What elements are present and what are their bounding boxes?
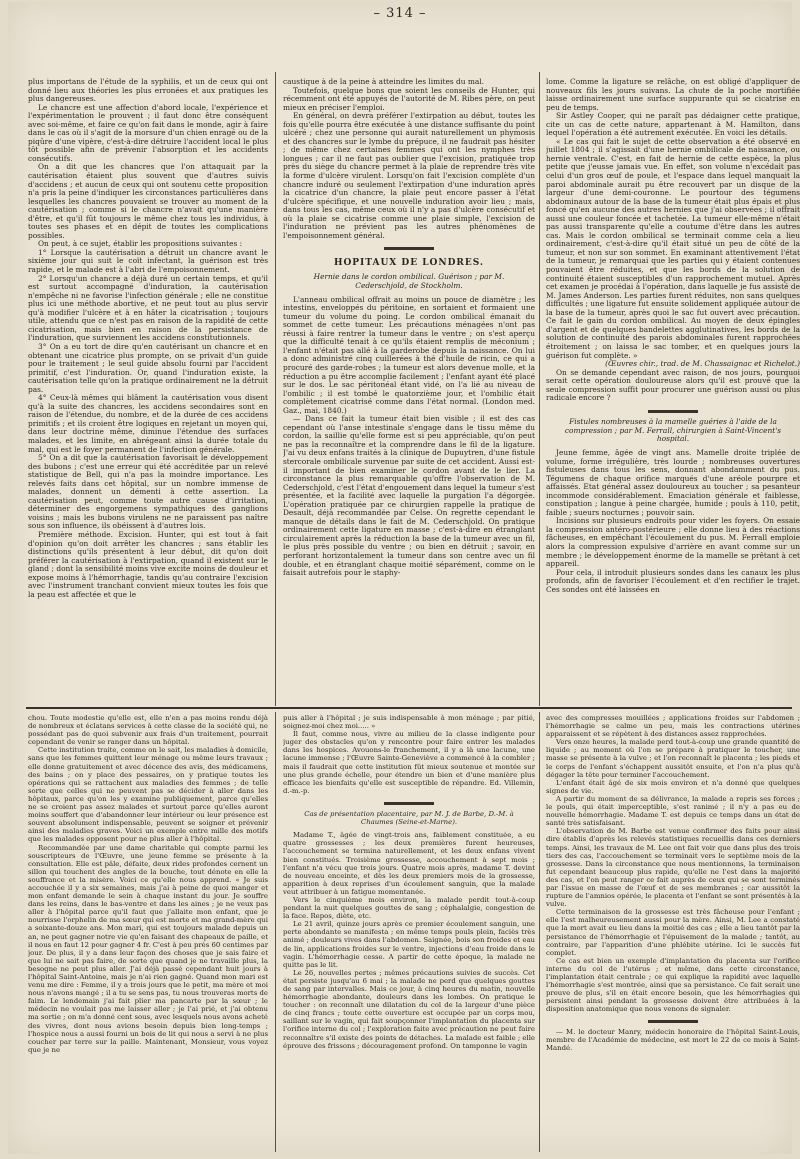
paragraph: L'anneau ombilical offrait au moins un pouce de diamètre ; les intestins, enveloppés du péritoine, en sortaient et formaient une tumeur du volume du poing. Le cordon ombilical émanait du sommet de cette tumeur. Les précautions ménagées n'ont pas réussi à faire rentrer la tumeur dans le ventre ; on s'est aperçu que la difficulté tenait à ce qu'ils étaient remplis de méconium ; l'enfant n'était pas allé à la garderobe depuis la naissance. On lui a donc administré cinq cuillerées à thé d'huile de ricin, ce qui a procuré des garde-robes ; la tumeur est alors devenue molle, et la réduction a pu être accomplie facilement ; l'enfant ayant été placé sur le dos. Le sac péritonéal étant vidé, on l'a lié au niveau de l'ombilic ; il est tombé le quatorzième jour, et l'ombilic était complètement cicatrisé comme dans l'état normal. (London med. Gaz., mai, 1840.) bbox=[283, 294, 535, 415]
section-divider bbox=[26, 707, 792, 709]
column-rule bbox=[275, 72, 276, 706]
article-subtitle: Cas de présentation placentaire, par M. J. de Barbe, D.-M. à Chaumes (Seine-et-Marne). bbox=[304, 810, 514, 827]
column-rule bbox=[275, 712, 276, 1152]
paragraph: Jeune femme, âgée de vingt ans. Mamelle droite triplée de volume, forme irrégulière, très lourde ; nombreuses ouvertures fistuleuses dans tous les sens, donnant abondamment du pus. Tégumens de chaque orifice marqués d'une aréole pourpre et affaissés. Etat général assez douloureux au toucher ; sa pesanteur incommode considérablement. Emaciation générale et faiblesse, constipation ; langue à peine chargée, humide ; pouls à 110, petit, faible ; sueurs nocturnes ; pouvoir sain. bbox=[546, 447, 800, 517]
paragraph: Vers le cinquième mois environ, la malade perdit tout-à-coup pendant la nuit quelques gouttes de sang ; céphalalgie, congestion de la face. Repos, diète, etc. bbox=[283, 895, 535, 921]
article-subtitle: Hernie dans le cordon ombilical. Guérison ; par M. Cederschjold, de Stockholm. bbox=[313, 272, 505, 291]
bottom-column-3 bbox=[546, 714, 800, 1154]
paragraph: Première méthode. Excision. Hunter, qui est tout à fait d'opinion qu'on doit arrêter les chancres ; sans établir les distinctions qu'ils présentent à leur début, dit qu'on doit préférer la cautérisation à l'extirpation, quand il existent sur le gland ; dont la sensibilité moins vive excite moins de douleur et expose moins à l'hémorrhagie, tandis qu'au contraire l'excision avec l'instrument tranchant convient mieux toutes les fois que la peau est affectée et que le bbox=[28, 529, 268, 599]
paragraph: chou. Toute modestie qu'elle est, elle n'en a pas moins rendu déjà de nombreux et éclatans services à cette classe de la société qui, ne possédant pas de quoi subvenir aux frais d'un traitement, pourrait cependant de venir se ranger dans un hôpital. bbox=[28, 714, 268, 747]
paragraph: caustique à de la peine à atteindre les limites du mal. bbox=[283, 78, 484, 86]
paragraph: Cette terminaison de la grossesse est très fâcheuse pour l'enfant ; elle l'est malheureusement aussi pour la mère. Ainsi, M. Lee a constaté que la mort avait eu lieu dans la moitié des cas ; elle a lieu tantôt par la persistance de l'hémorrhagie et l'épuisement de la malade ; tantôt, au contraire, par l'apparition d'une phlébite utérine. Ici le succès fut complet. bbox=[546, 908, 800, 957]
paragraph: 3° On a eu tort de dire qu'en cautérisant un chancre et en obtenant une cicatrice plus prompte, on se privait d'un guide pour le traitement ; le seul guide absolu fourni par l'accident primitif, c'est l'induration. Or, quand l'induration existe, la cautérisation telle qu'on la pratique ordinairement ne la détruit pas. bbox=[28, 341, 268, 394]
paragraph: On se demande cependant avec raison, de nos jours, pourquoi serait cette opération douloureuse alors qu'il est prouvé que la seule compression suffit pour procurer une guérison aussi ou plus radicale encore ? bbox=[546, 367, 800, 403]
paragraph: A partir du moment de sa délivrance, la malade a repris ses forces ; le pouls, qui était imperceptible, s'est ranimé ; il n'y a pas eu de nouvelle hémorrhagie. Madame T. est depuis ce temps dans un état de santé très satisfaisant. bbox=[546, 794, 800, 828]
paragraph: L'enfant était âgé de six mois environ et n'a donné que quelques signes de vie. bbox=[546, 778, 800, 795]
newspaper-page bbox=[8, 2, 800, 1154]
bottom-column-1 bbox=[28, 714, 268, 1154]
citation: (Œuvres chir., trad. de M. Chassaignac et Richelot.) bbox=[605, 359, 800, 369]
paragraph: Cette institution traite, comme on le sait, les maladies à domicile, sans que les femmes quittent leur ménage ou même leurs travaux ; elle donne gratuitement et avec décence des avis, des médicamens, des bains ; on y place des pessaires, on y pratique toutes les opérations qui se rattachent aux maladies des femmes ; de telle sorte que celles qui ne peuvent pas se décider à aller dans les hôpitaux, parce qu'on les y examine publiquement, parce qu'elles ne se croient pas assez malades et surtout parce qu'elles auront moins souffert que d'abandonner leur intérieur ou leur présence est souvent absolument indispensable, peuvent se soigner et prévenir ainsi des maladies graves. Voici un exemple entre mille des motifs que les malades opposent pour ne plus aller à l'hôpital. bbox=[28, 746, 268, 844]
paragraph: Madame T., âgée de vingt-trois ans, faiblement constituée, a eu quatre grossesses ; les deux premières furent heureuses, l'accouchement se termina naturellement, et les deux enfans vivent bien constitués. Troisième grossesse, accouchement à sept mois ; l'enfant n'a vécu que trois jours. Quatre mois après, madame T. devint de nouveau enceinte, et dès les deux premiers mois de la grossesse, apparition à deux reprises d'un écoulement sanguin, que la malade veut attribuer à un fatigue momentanée. bbox=[283, 831, 535, 896]
paragraph: — Dans ce fait la tumeur était bien visible ; il est des cas cependant où l'anse intestinale s'engage dans le tissu même du cordon, la saillie qu'elle forme est si peu appréciable, qu'on peut ne pas la reconnaître et la comprendre dans le fil de la ligature. J'ai vu deux enfans traités à la clinique de Dupuytren, d'une fistule stercorale ombilicale survenue par suite de cet accident. Aussi est-il important de bien examiner le cordon avant de le lier. La circonstance la plus remarquable qu'offre l'observation de M. Cederschjold, c'est l'état d'engouement dans lequel la tumeur s'est présentée, et la facilité avec laquelle la purgation l'a dégorgée. L'opération pratiquée par ce chirurgien rappelle la pratique de Desault, déjà recommandée par Celse. On regrette cependant le manque de détails dans le fait de M. Cederschjold. On pratique ordinairement cette ligature en masse ; c'est-à-dire en étranglant circulairement après la réduction la base de la tumeur avec un fil, le plus près possible du ventre ; ou bien en détruit ; savoir, en perforant horizontalement la tumeur dans son centre avec un fil double, et en étranglant chaque moitié séparément, comme on le faisait autrefois pour le staphy- bbox=[283, 414, 535, 578]
ornament-rule bbox=[546, 407, 800, 416]
paragraph: Ce cas est bien un exemple d'implantation du placenta sur l'orifice interne du col de l'utérus ; et même, dans cette circonstance, l'implantation était centrale ; ce qui explique la rapidité avec laquelle l'hémorrhagie s'est montrée, ainsi que sa persistance. Ce fait serait une preuve de plus, s'il en était encore besoin, que les hémorrhagies qui persistent ainsi pendant la grossesse doivent être attribuées à la disposition anatomique que nous venons de signaler. bbox=[546, 956, 800, 1014]
paragraph: En général, on devra préférer l'extirpation au début, toutes les fois qu'elle pourra être exécutée à une distance suffisante du point ulcéré ; chez une personne qui aurait naturellement un phymosis et des chancres sur le lymbe du prépuce, il ne faudrait pas hésiter ; de même chez certaines femmes qui ont les nymphes très longues ; car il ne faut pas oublier que l'excision, pratiquée trop près du siège du chancre permet à la plaie de reprendre très vite la forme d'ulcère virulent. Lorsqu'on fait l'excision complète d'un chancre induré ou seulement l'extirpation d'une induration après la cicatrice d'un chancre, la plaie peut encore passer à l'état d'ulcère spécifique, et une nouvelle induration avoir lieu ; mais, dans tous les cas, même ceux où il n'y a pas d'ulcère consécutif et où la plaie se cicatrise comme une plaie simple, l'excision de l'induration ne prévient pas les autres phénomènes de l'empoisonnement général. bbox=[283, 111, 535, 240]
paragraph: L'observation de M. Barbe est venue confirmer des faits pour ainsi dire établis d'après les relevés statistiques recueillis dans ces derniers temps. Ainsi, les travaux de M. Lee ont fait voir que dans plus des trois tiers des cas, l'accouchement se terminait vers le septième mois de la grossesse. Dans la circonstance que nous mentionnons, la terminaison fut cependant beaucoup plus rapide, qu'elle ne l'est dans la majorité des cas, et l'on peut ranger ce fait auprès de ceux qui se sont terminés par l'issue en masse de l'œuf et de ses membranes ; car aussitôt la rupture de l'amnios opérée, le placenta et l'enfant se sont présentés à la vulve. bbox=[546, 827, 800, 909]
paragraph: 4° Ceux-là mêmes qui blâment la cautérisation vous disent qu'à la suite des chancres, les accidens secondaires sont en raison de l'étendue, du nombre, et de la durée de ces accidens primitifs ; et ils croient être logiques en rejetant un moyen qui, dans leur doctrine même, diminue l'étendue des surfaces malades, et les limite, en abrégeant ainsi la durée totale du mal, qui est le foyer permanent de l'infection générale. bbox=[28, 393, 268, 454]
news-note: — M. le docteur Manry, médecin honoraire de l'hôpital Saint-Louis, membre de l'Académie de médecine, est mort le 22 de ce mois à Saint-Mandé. bbox=[546, 1027, 800, 1052]
paragraph: Toutefois, quelque bons que soient les conseils de Hunter, qui récemment ont été appuyés de l'autorité de M. Ribes père, on peut mieux en préciser l'emploi. bbox=[283, 85, 535, 112]
paragraph: Pour cela, il introduit plusieurs sondes dans les canaux les plus profonds, afin de favoriser l'écoulement et d'en rectifier le trajet. Ces sondes ont été laissées en bbox=[546, 567, 800, 594]
section-title: HOPITAUX DE LONDRES. bbox=[333, 257, 485, 268]
paragraph: Le chancre est une affection d'abord locale, l'expérience et l'expérimentation le prouvent ; il faut donc être conséquent avec soi-même, et faire ce qu'on fait dans le monde, agir à faire dans le cas où il s'agit de la morsure d'un chien enragé ou de la piqûre d'une vipère, c'est-à-dire détruire l'accident local le plus tôt possible afin de prévenir l'absorption et les accidents consécutifs. bbox=[28, 102, 268, 163]
paragraph: Il faut, comme nous, vivre au milieu de la classe indigente pour juger des obstacles qu'on y rencontre pour faire entrer les malades dans les hospices. Avouons-le franchement, il y a là une lacune, une lacune immense ; l'Œuvre Sainte-Geneviève a commencé à la combler ; mais il faudrait que cette institution fût mieux soutenue et montée sur une plus grande échelle, pour étendre un bien et d'une manière plus efficace les bienfaits qu'elle est susceptible de répandre. Ed. Villemin, d.-m.-p. bbox=[283, 730, 535, 795]
ornament-rule bbox=[283, 799, 535, 807]
paragraph: Le 21 avril, quinze jours après ce premier écoulement sanguin, une perte abondante se manifesta ; en même temps pouls plein, faciès très animé ; douleurs vives dans l'abdomen. Saignée, bois son froides et eau de lin, applications froides sur le ventre, injections d'eau froide dans le vagin. L'hémorrhagie cesse. A partir de cette époque, la malade ne quitte pas le lit. bbox=[283, 920, 535, 969]
top-column-3 bbox=[546, 78, 800, 704]
paragraph: 5° On a dit que la cautérisation favorisait le développement des bubons ; c'est une erreur qui été accréditée par un relevé statistique de Bell, qui n'a pas la moindre importance. Les relevés faits dans cet hôpital, sur un nombre immense de malades, donnent un démenti à cette assertion. La cautérisation peut, comme toute autre cause d'irritation, déterminer des engorgemens sympathiques des ganglions voisins ; mais les bubons virulens ne ne paraissent pas naître sous son influence, ils obéissent à d'autres lois. bbox=[28, 453, 268, 531]
paragraph: puis aller à l'hôpital ; je suis indispensable à mon ménage ; par pitié, soignez-moi chez moi..... » bbox=[283, 714, 535, 731]
ornament-rule bbox=[283, 244, 535, 253]
paragraph: Vers onze heures, la malade perd tout-à-coup une grande quantité de liquide ; au moment où l'on se prépare à pratiquer le toucher, une masse se présente à la vulve ; et l'on reconnaît le placenta ; les pieds et le corps de l'enfant s'échappent aussitôt ensuite, et l'on n'a plus qu'à dégager la tête pour terminer l'accouchement. bbox=[546, 738, 800, 779]
paragraph: « Le cas qui fait le sujet de cette observation a été observé en juillet 1804 ; il s'agissait d'une hernie ombilicale de naissance, ou hernie ventrale. C'est, en fait de hernie de cette espèce, la plus petite que j'eusse jamais vue. En effet, son volume n'excédait pas celui d'un gros œuf de poule, et l'espace dans lequel manquait la paroi abdominale aurait pu être recouvert par un disque de la largeur d'une demi-couronne. Le pourtour des tégumens abdominaux autour de la base de la tumeur était plus épais et plus foncé qu'en aucune des autres hernies que j'ai observées ; il offrait aussi une couleur foncée et tachetée. La tumeur elle-même n'était pas aussi transparente qu'elle a coutume d'être dans les autres cas. Mais le cordon ombilical se terminait comme cela a lieu ordinairement, c'est-à-dire qu'il était situé un peu de côté de la tumeur, et non sur son sommet. En examinant attentivement l'état de la tumeur, je remarquai que les parties qui y étaient contenues pouvaient être réduites, et que les bords de la solution de continuité étaient susceptibles d'un rapprochement mutuel. Après cet examen je procédai à l'opération, dans laquelle je fus assisté de M. James Anderson. Les parties furent réduites, non sans quelques difficultés ; une ligature fut ensuite solidement appliquée autour de la base de la tumeur, après quoi le sac fut ouvert avec précaution. Ce fait le gain du cordon ombilical. Au moyen de deux épingles d'argent et de quelques bandelettes agglutinatives, les bords de la solution de continuité des parois abdominales furent rapprochées étroitement ; on laissa le sac tomber, et en quelques jours la guérison fut complète. » bbox=[546, 136, 800, 360]
paragraph: On peut, à ce sujet, établir les propositions suivantes : bbox=[38, 239, 243, 249]
bottom-column-2 bbox=[283, 714, 535, 1154]
paragraph: Recommandée par une dame charitable qui compte parmi les souscripteurs de l'Œuvre, une jeune femme se présente à la consultation. Elle est pâle, défaite, deux rides profondes cernent un sillon qui touchent des angles de la bouche, tout dénote en elle la souffrance et la misère. Voici ce qu'elle nous apprend. « Je suis accouchée il y a six semaines, mais j'ai à peine de quoi manger et mon enfant demande le sein à chaque instant du jour. Je souffre dans les reins, dans le bas-ventre et dans les aines ; je ne veux pas aller à l'hôpital parce qu'il faut que j'allaite mon enfant, que je nourrisse l'orphelin de ma sœur qui est morte et ma grand-mère qui a soixante-douze ans. Mon mari, qui est toujours malade depuis un an, ne peut gagner notre vie qu'en faisant des chapeaux de paille, et il nous en faut 12 pour gagner 4 fr. C'est à peu près 60 centimes par jour. De plus, il y a dans leur façon des choses que je sais faire et que lui ne sait pas faire, de sorte que quand je ne travaille plus, la besogne ne peut plus aller. J'ai déjà passé cependant huit jours à l'hôpital Saint-Antoine, mais je n'ai rien gagné. Quand mon mari est venu me dire : Femme, il y a trois jours que le petit, ma mère et moi nous n'avons mangé ; il a tu se sens pas, tu nous trouveras morts de faim. Le lendemain j'ai fait plier ma pancarte par la sœur ; le médecin ne voulait pas me laisser aller ; je l'ai prié, et j'ai obtenu ma sortie ; on m'a donné cent sous, avec lesquels nous avons acheté des vivres, dont nous avions besoin depuis bien long-temps ; l'hospice nous a aussi fourni un bois de lit qui nous a servi à ne plus coucher par terre sur la paille. Maintenant, Monsieur, vous voyez que je ne bbox=[28, 843, 268, 1054]
paragraph: lome. Comme la ligature se relâche, on est obligé d'appliquer de nouveaux fils les jours suivans. La chute de la poche mortifiée laisse ordinairement une surface suppurante qui se cicatrise en peu de temps. bbox=[546, 78, 800, 112]
ornament-rule bbox=[546, 1017, 800, 1025]
paragraph: On a dit que les chancres que l'on attaquait par la cautérisation étaient plus souvent que d'autres suivis d'accidens ; et aucun de ceux qui ont soutenu cette proposition n'a pris la peine d'indiquer les circonstances particulières dans lesquelles les chancres pouvaient se trouver au moment de la cautérisation ; comme si le chancre n'avait qu'une manière d'être, et qu'il fût toujours le même chez tous les individus, à toutes ses phases et en dépit de toutes les complications possibles. bbox=[28, 162, 268, 240]
paragraph: plus importans de l'étude de la syphilis, et un de ceux qui ont donné lieu aux théories les plus erronées et aux pratiques les plus dangereuses. bbox=[28, 78, 268, 104]
article-subtitle: Fistules nombreuses à la mamelle guéries à l'aide de la compression ; par M. Ferrall, chirurgien à Saint-Vincent's hospital. bbox=[564, 417, 782, 444]
column-rule bbox=[539, 72, 540, 706]
page-number: – 314 – bbox=[373, 6, 427, 21]
paragraph: avec des compresses mouillées ; applications froides sur l'abdomen ; l'hémorrhagie se calme un peu, mais les contractions utérines apparaissent et se répètent à des distances assez rapprochées. bbox=[546, 714, 800, 739]
paragraph: Sir Astley Cooper, qui ne paraît pas dédaigner cette pratique, cite un cas de cette nature, appartenant à M. Hamilton, dans lequel l'opération a été autrement exécutée. En voici les détails. bbox=[546, 111, 800, 138]
column-rule bbox=[539, 712, 540, 1152]
paragraph: Le 26, nouvelles pertes ; mêmes précautions suivies de succès. Cet état persiste jusqu'au 6 mai ; la malade ne perd que quelques gouttes de sang par intervalles. Mais ce jour, à cinq heures du matin, nouvelle hémorrhagie abondante, douleurs dans les lombes. On pratique le toucher : on reconnaît une dilatation du col de la largeur d'une pièce de cinq francs ; toute cette ouverture est occupée par un corps mou, saillant sur le vagin, qui fait soupçonner l'implantation du placenta sur l'orifice interne du col ; l'exploration faite avec précaution ne peut faire reconnaître s'il existe des points de détaches. La malade est faible ; elle éprouve des frissons ; découragement profond. On tamponne le vagin bbox=[283, 968, 535, 1050]
top-column-2 bbox=[283, 78, 535, 704]
top-column-1 bbox=[28, 78, 268, 704]
paragraph: Incisions sur plusieurs endroits pour vider les foyers. On essaie la compression antéro-postérieure ; elle donne lieu à des réactions fâcheuses, en empêchant l'écoulement du pus. M. Ferrall emploie alors la compression expulsive d'arrière en avant comme sur un membre ; le développement énorme de la mamelle se prêtant à cet appareil. bbox=[546, 516, 800, 569]
paragraph: 1° Lorsque la cautérisation a détruit un chancre avant le sixième jour qui suit le coït infectant, la guérison est très rapide, et le malade est à l'abri de l'empoisonnement. bbox=[28, 247, 268, 275]
paragraph: 2° Lorsqu'un chancre a déjà duré un certain temps, et qu'il est surtout accompagné d'induration, la cautérisation n'empêche ni ne favorise l'infection générale ; elle ne constitue plus ici une méthode abortive, et ne peut tout au plus servir qu'à modifier l'ulcère et à en hâter la cicatrisation ; toujours utile, attendu que ce n'est pas en raison de la rapidité de cette cicatrisation, mais bien en raison de la persistance de l'induration, que surviennent les accidens constitutionnels. bbox=[28, 273, 268, 343]
